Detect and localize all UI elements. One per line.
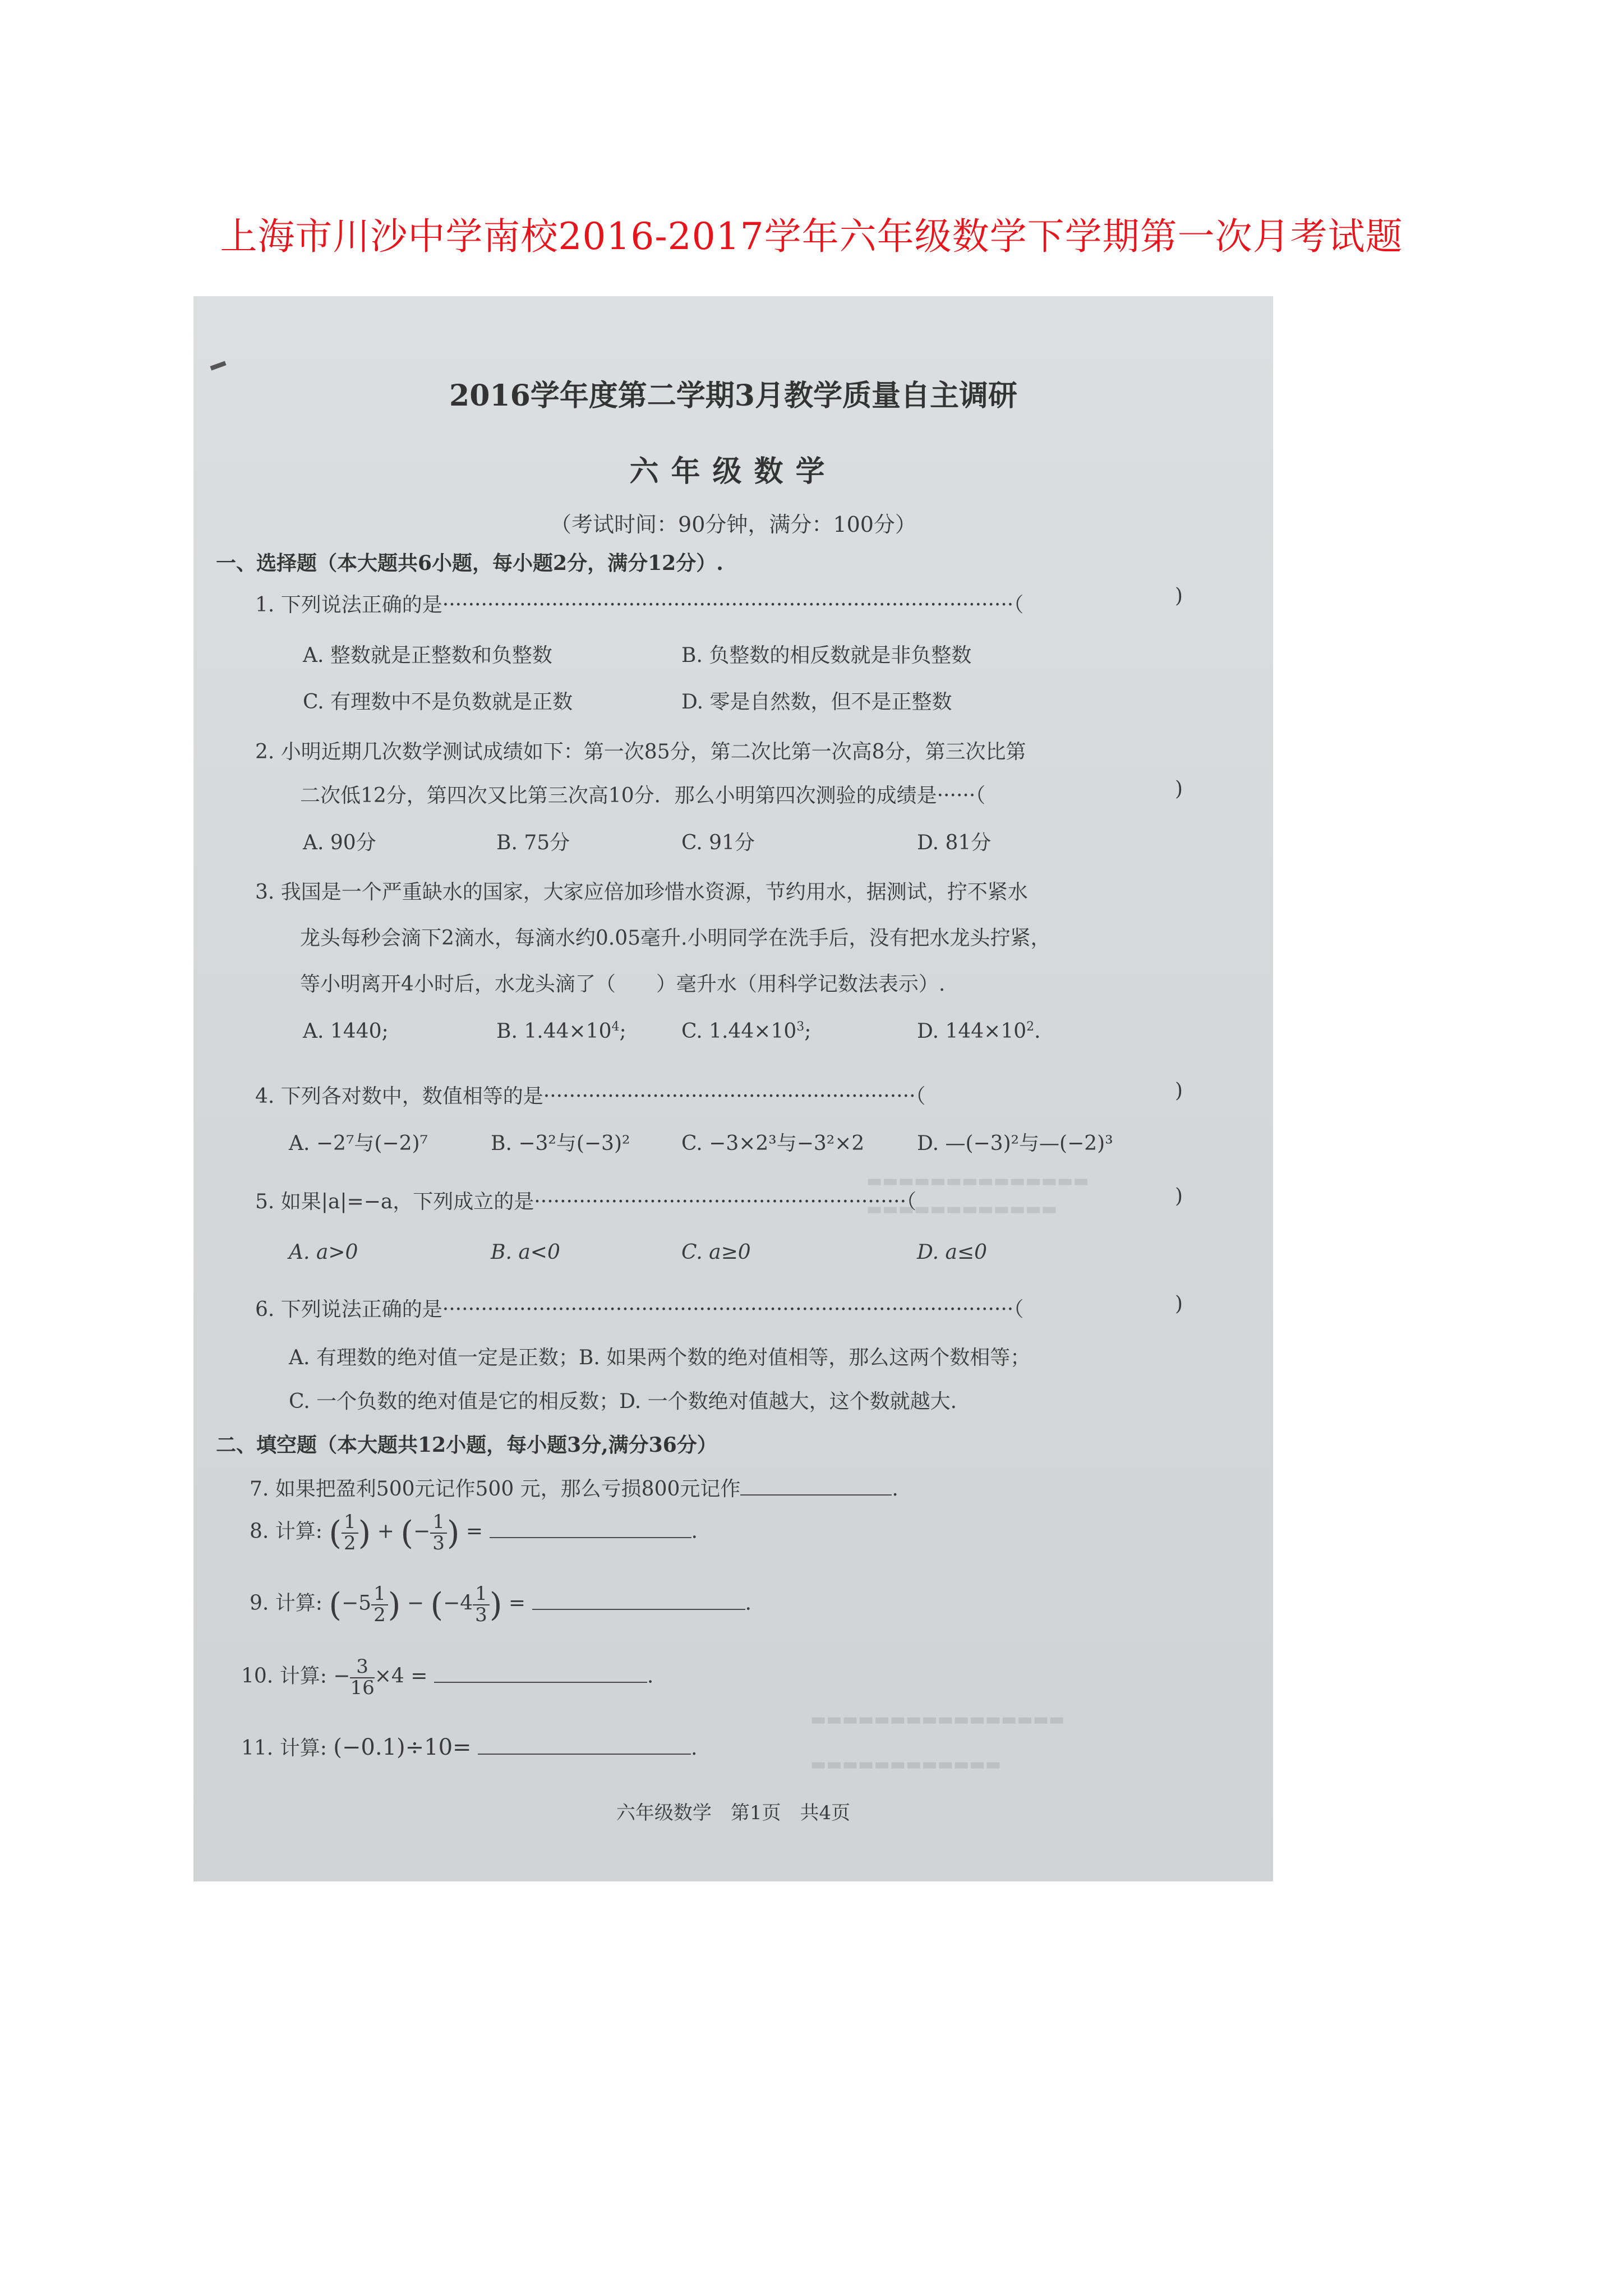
- q3-line-2: 龙头每秒会滴下2滴水，每滴水约0.05毫升.小明同学在洗手后，没有把水龙头拧紧，: [300, 927, 1051, 950]
- q5-paren: ): [1175, 1185, 1183, 1208]
- q4-option-c: C. −3×2³与−3²×2: [681, 1132, 865, 1155]
- q10-stem: 10. 计算: − $\frac{3}{16}$ ×4 = .: [241, 1655, 654, 1699]
- q8-stem: 8. 计算: ( $\frac{1}{2}$ ) + (− $\frac{1}{3}$ ) = .: [250, 1511, 698, 1554]
- bleed-through: ▬▬▬▬▬▬▬▬▬▬▬▬: [866, 1199, 1058, 1219]
- q4-paren: ): [1175, 1079, 1183, 1102]
- q2-option-b: B. 75分: [496, 831, 570, 854]
- exam-info: （考试时间：90分钟，满分：100分）: [550, 512, 916, 537]
- q6-paren: ): [1175, 1292, 1183, 1315]
- q10-fraction: $\frac{3}{16}$: [350, 1655, 375, 1699]
- q1-option-a: A. 整数就是正整数和负整数: [303, 644, 552, 667]
- q2-paren: ): [1175, 777, 1183, 800]
- q7-answer-blank[interactable]: [740, 1478, 892, 1496]
- paper-subject: 六年级数学: [629, 454, 837, 489]
- q3-option-d: D. $144\times 10^2$.: [917, 1020, 1041, 1043]
- q6-stem: 6. 下列说法正确的是·························································································（: [255, 1298, 1024, 1321]
- q1-paren: ): [1175, 585, 1183, 608]
- bleed-through: ▬▬▬▬▬▬▬▬▬▬▬▬▬▬: [866, 1171, 1089, 1191]
- q9-fraction-2: $\frac{1}{3}$: [473, 1584, 490, 1625]
- q5-option-d: D. a≤0: [917, 1241, 987, 1264]
- q2-line-2: 二次低12分，第四次又比第三次高10分．那么小明第四次测验的成绩是······（: [300, 784, 986, 807]
- document-title: 上海市川沙中学南校2016-2017学年六年级数学下学期第一次月考试题: [220, 215, 1403, 258]
- q9-fraction-1: $\frac{1}{2}$: [371, 1584, 388, 1625]
- page-footer: 六年级数学 第1页 共4页: [616, 1802, 851, 1824]
- q3-line-1: 3. 我国是一个严重缺水的国家，大家应倍加珍惜水资源，节约用水，据测试，拧不紧水: [255, 881, 1028, 904]
- q3-option-c: C. $1.44\times 10^3$;: [681, 1020, 811, 1043]
- q5-stem: 5. 如果|a|=−a，下列成立的是··························································（: [255, 1190, 917, 1213]
- q8-answer-blank[interactable]: [490, 1520, 691, 1538]
- q8-fraction-2: $\frac{1}{3}$: [430, 1512, 447, 1553]
- q3-line-3: 等小明离开4小时后，水龙头滴了（ ）毫升水（用科学记数法表示）.: [300, 973, 946, 996]
- q11-stem: 11. 计算: (−0.1)÷10= .: [241, 1734, 698, 1760]
- pen-mark: [210, 361, 226, 370]
- paper-heading: 2016学年度第二学期3月教学质量自主调研: [449, 379, 1017, 413]
- q5-option-b: B. a<0: [491, 1241, 560, 1264]
- q5-option-a: A. a>0: [289, 1241, 358, 1264]
- q2-option-d: D. 81分: [917, 831, 992, 854]
- q2-option-c: C. 91分: [681, 831, 755, 854]
- q9-answer-blank[interactable]: [532, 1592, 745, 1610]
- q5-option-c: C. a≥0: [681, 1241, 751, 1264]
- q1-option-c: C. 有理数中不是负数就是正数: [303, 691, 573, 714]
- q4-option-d: D. —(−3)²与—(−2)³: [917, 1132, 1113, 1155]
- q7-stem: 7. 如果把盈利500元记作500 元，那么亏损800元记作 .: [250, 1478, 898, 1501]
- bleed-through: ▬▬▬▬▬▬▬▬▬▬▬▬: [810, 1755, 1002, 1774]
- q4-option-b: B. −3²与(−3)²: [491, 1132, 630, 1155]
- q1-option-b: B. 负整数的相反数就是非负整数: [681, 644, 972, 667]
- q4-option-a: A. −2⁷与(−2)⁷: [289, 1132, 428, 1155]
- section-1-title: 一、选择题（本大题共6小题，每小题2分，满分12分）.: [216, 551, 723, 575]
- bleed-through: ▬▬▬▬▬▬▬▬▬▬▬▬▬▬▬▬: [810, 1710, 1065, 1729]
- q10-answer-blank[interactable]: [434, 1665, 647, 1683]
- q1-stem: 1. 下列说法正确的是·························································································（: [255, 593, 1024, 616]
- q6-options-ab: A. 有理数的绝对值一定是正数；B. 如果两个数的绝对值相等，那么这两个数相等；: [289, 1346, 1031, 1369]
- q4-stem: 4. 下列各对数中，数值相等的是··························································（: [255, 1085, 926, 1108]
- q6-options-cd: C. 一个负数的绝对值是它的相反数；D. 一个数绝对值越大，这个数就越大.: [289, 1390, 957, 1413]
- q1-option-d: D. 零是自然数，但不是正整数: [681, 691, 952, 714]
- q2-option-a: A. 90分: [303, 831, 376, 854]
- q3-option-a: A. 1440;: [303, 1020, 389, 1043]
- q3-option-b: B. $1.44\times 10^4$;: [496, 1020, 626, 1043]
- q9-stem: 9. 计算: (−5 $\frac{1}{2}$ ) − (−4 $\frac{1}{3}$ ) = .: [250, 1582, 751, 1626]
- section-2-title: 二、填空题（本大题共12小题，每小题3分,满分36分）: [216, 1433, 717, 1457]
- exam-paper-photo: [193, 296, 1273, 1881]
- q8-fraction-1: $\frac{1}{2}$: [342, 1512, 358, 1553]
- q11-answer-blank[interactable]: [478, 1737, 691, 1755]
- q2-line-1: 2. 小明近期几次数学测试成绩如下：第一次85分，第二次比第一次高8分，第三次比第: [255, 740, 1026, 763]
